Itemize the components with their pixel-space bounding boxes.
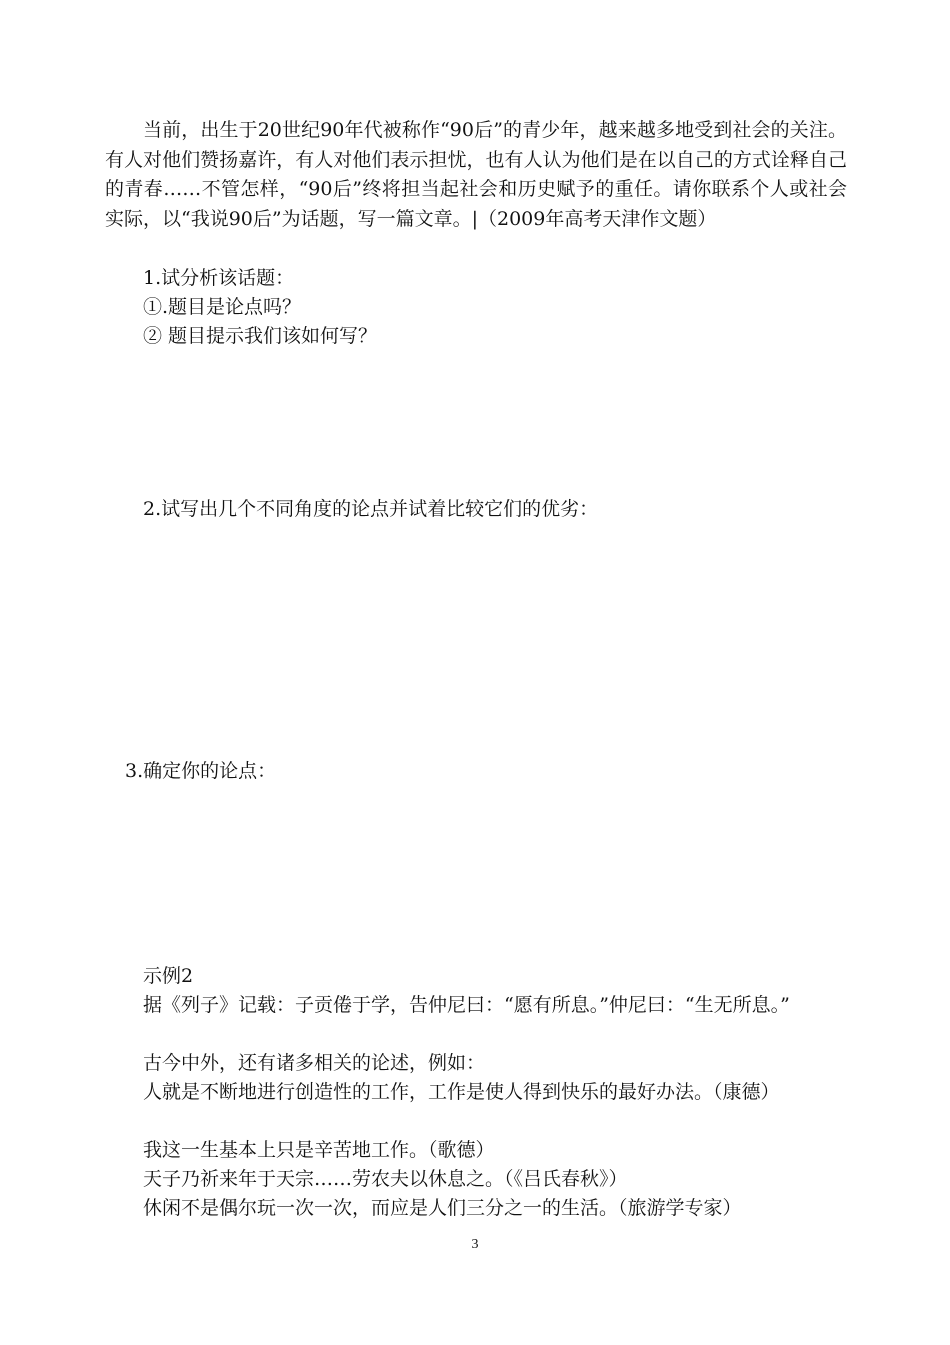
question-1: 1.试分析该话题：	[143, 267, 295, 289]
question-1-sub-b: ② 题目提示我们该如何写？	[143, 325, 378, 347]
example-paragraph-3: 人就是不断地进行创造性的工作，工作是使人得到快乐的最好办法。（康德）	[143, 1081, 780, 1103]
question-2: 2.试写出几个不同角度的论点并试着比较它们的优劣：	[143, 498, 599, 520]
example-paragraph-2: 古今中外，还有诸多相关的论述，例如：	[143, 1052, 486, 1074]
question-3: 3.确定你的论点：	[125, 760, 277, 782]
example-paragraph-4: 我这一生基本上只是辛苦地工作。（歌德）	[143, 1139, 495, 1161]
example-paragraph-1: 据《列子》记载：子贡倦于学，告仲尼曰：“愿有所息。”仲尼曰：“生无所息。”	[143, 994, 790, 1016]
example-title: 示例2	[143, 965, 194, 987]
prompt-paragraph: 当前，出生于20世纪90年代被称作“90后”的青少年，越来越多地受到社会的关注。有人对他们赞扬嘉许，有人对他们表示担忧，也有人认为他们是在以自己的方式诠释自己的青春……不管怎样，“90后”终将担当起社会和历史赋予的重任。请你联系个人或社会实际，以“我说90后”为话题，写一篇文章。|（2009年高考天津作文题）	[105, 119, 847, 230]
page-number: 3	[471, 1237, 479, 1252]
example-paragraph-6: 休闲不是偶尔玩一次一次，而应是人们三分之一的生活。（旅游学专家）	[143, 1197, 742, 1219]
question-1-sub-a: ①.题目是论点吗？	[143, 296, 302, 318]
example-paragraph-5: 天子乃祈来年于天宗……劳农夫以休息之。（《吕氏春秋》）	[143, 1168, 628, 1190]
